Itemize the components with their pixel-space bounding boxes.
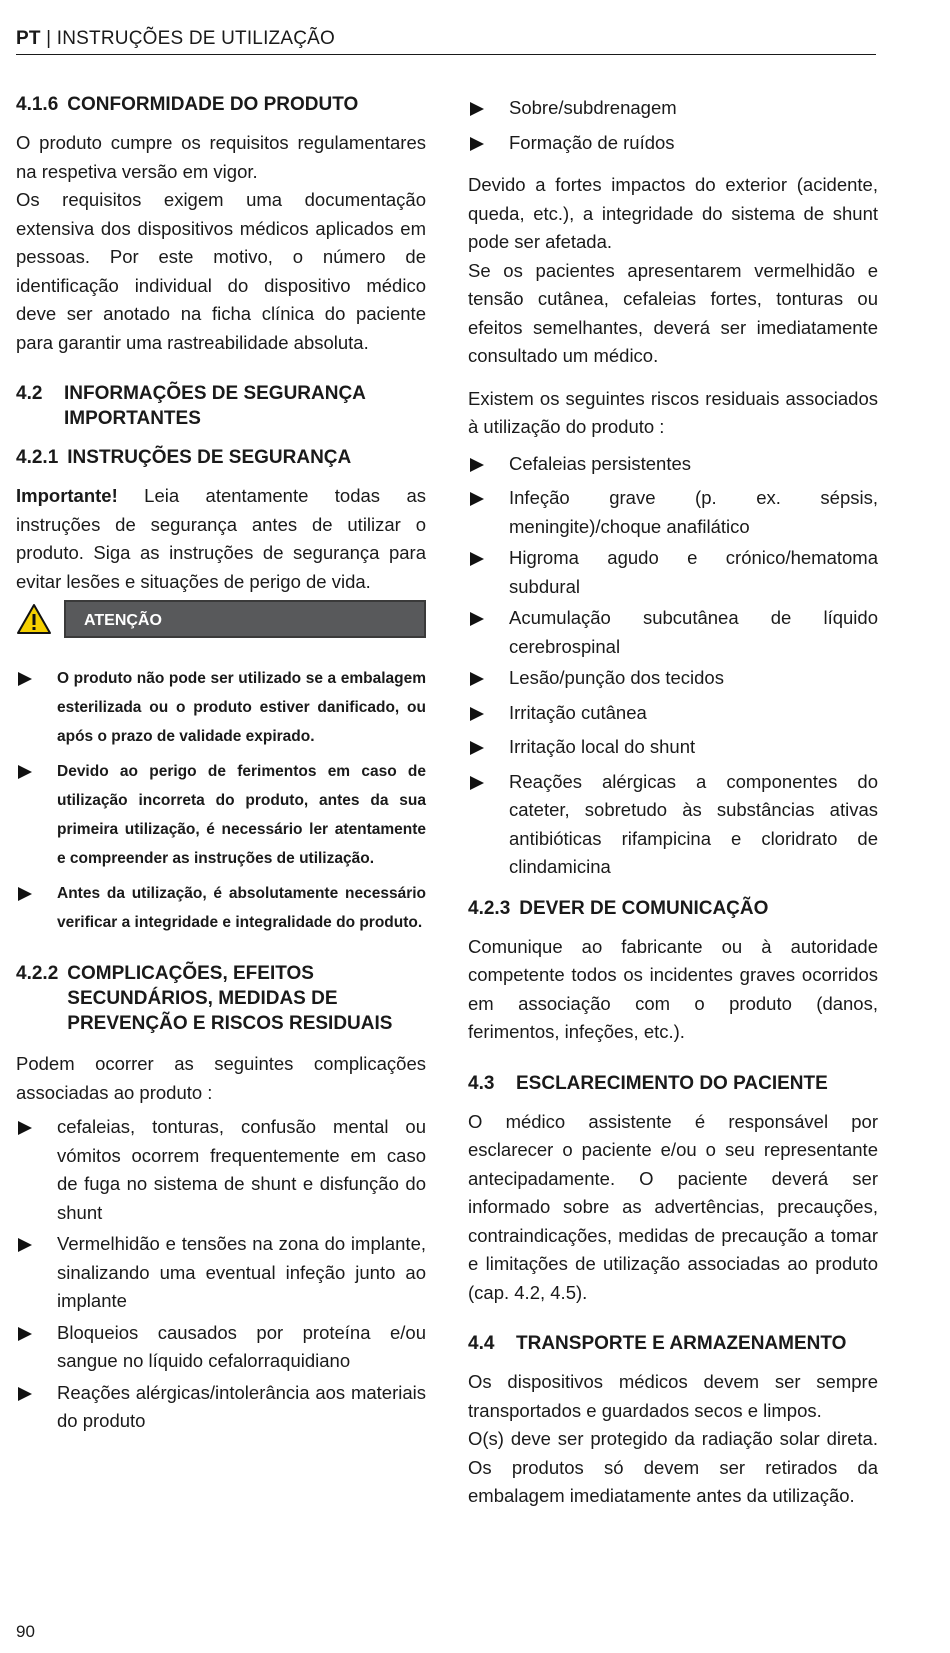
page-header: [16, 28, 876, 55]
list-item: Higroma agudo e crónico/hematoma subdural: [468, 544, 878, 601]
section-heading-4-2-2: 4.2.2 COMPLICAÇÕES, EFEITOS SECUNDÁRIOS, MEDIDAS DE PREVENÇÃO E RISCOS RESIDUAIS: [16, 963, 393, 1034]
residual-risks-list: [468, 450, 878, 882]
document-title: | INSTRUÇÕES DE UTILIZAÇÃO: [46, 28, 336, 49]
list-item: Irritação local do shunt: [468, 733, 878, 762]
paragraph: O médico assistente é responsável por esclarecer o paciente e/ou o seu representante antecipadamente. O paciente deverá ser informado sobre as advertências, precauções, contraindicações, medidas de precaução a tomar e limitações de utilização associadas ao produto (cap. 4.2, 4.5).: [468, 1110, 878, 1303]
list-item: Reações alérgicas a componentes do cateter, sobretudo às substâncias ativas antibióticas rifampicina e cloridrato de clindamicina: [468, 768, 878, 882]
right-column: [468, 94, 878, 1511]
paragraph: Importante! Leia atentamente todas as instruções de segurança antes de utilizar o produto. Siga as instruções de segurança para evitar lesões e situações de perigo de vida.: [16, 485, 426, 592]
warning-list: [16, 664, 426, 937]
complications-list: [16, 1113, 426, 1436]
paragraph: Se os pacientes apresentarem vermelhidão e tensão cutânea, cefaleias fortes, tonturas ou efeitos semelhantes, deverá ser imediatamente consultado um médico.: [468, 259, 878, 366]
paragraph: Podem ocorrer as seguintes complicações associadas ao produto :: [16, 1053, 426, 1103]
list-item: Bloqueios causados por proteína e/ou sangue no líquido cefalorraquidiano: [16, 1319, 426, 1376]
section-heading-4-2-1: 4.2.1 INSTRUÇÕES DE SEGURANÇA: [16, 447, 352, 468]
language-code: PT: [16, 28, 41, 49]
list-item: Antes da utilização, é absolutamente necessário verificar a integridade e integralidade do produto.: [16, 879, 426, 937]
paragraph: Os requisitos exigem uma documentação extensiva dos dispositivos médicos aplicados em pessoas. Por este motivo, o número de identificação individual do dispositivo médico deve ser anotado na ficha clínica do paciente para garantir uma rastreabilidade absoluta.: [16, 189, 426, 353]
section-heading-4-3: 4.3 ESCLARECIMENTO DO PACIENTE: [468, 1072, 828, 1094]
section-heading-4-2: 4.2 INFORMAÇÕES DE SEGURANÇA IMPORTANTES: [16, 383, 366, 429]
list-item: Formação de ruídos: [468, 129, 878, 158]
section-heading-4-4: 4.4 TRANSPORTE E ARMAZENAMENTO: [468, 1333, 847, 1354]
list-item: Sobre/subdrenagem: [468, 94, 878, 123]
paragraph: O produto cumpre os requisitos regulamentares na respetiva versão em vigor.: [16, 132, 426, 182]
paragraph: Existem os seguintes riscos residuais associados à utilização do produto :: [468, 387, 878, 437]
section-heading-4-2-3: 4.2.3 DEVER DE COMUNICAÇÃO: [468, 897, 769, 919]
section-heading-4-1-6: 4.1.6 CONFORMIDADE DO PRODUTO: [16, 94, 359, 115]
paragraph: Os dispositivos médicos devem ser sempre transportados e guardados secos e limpos.: [468, 1371, 878, 1421]
list-item: Cefaleias persistentes: [468, 450, 878, 479]
paragraph: O(s) deve ser protegido da radiação solar direta. Os produtos só devem ser retirados da embalagem imediatamente antes da utilização.: [468, 1428, 878, 1506]
list-item: cefaleias, tonturas, confusão mental ou vómitos ocorrem frequentemente em caso de fuga no sistema de shunt e disfunção do shunt: [16, 1113, 426, 1227]
list-item: Devido ao perigo de ferimentos em caso de utilização incorreta do produto, antes da sua primeira utilização, é necessário ler atentamente e compreender as instruções de utilização.: [16, 757, 426, 873]
page-number: 90: [16, 1622, 35, 1641]
warning-triangle-icon: [16, 603, 52, 635]
complications-list-continued: [468, 94, 878, 157]
list-item: Irritação cutânea: [468, 699, 878, 728]
list-item: Reações alérgicas/intolerância aos materiais do produto: [16, 1379, 426, 1436]
paragraph: Comunique ao fabricante ou à autoridade competente todos os incidentes graves ocorridos em associação com o produto (danos, ferimentos, infeções, etc.).: [468, 935, 878, 1042]
warning-banner: [16, 598, 426, 640]
warning-label: ATENÇÃO: [64, 600, 426, 638]
list-item: Infeção grave (p. ex. sépsis, meningite)/choque anafilático: [468, 484, 878, 541]
left-column: [16, 92, 426, 1436]
list-item: Acumulação subcutânea de líquido cerebrospinal: [468, 604, 878, 661]
paragraph: Devido a fortes impactos do exterior (acidente, queda, etc.), a integridade do sistema de shunt pode ser afetada.: [468, 174, 878, 252]
list-item: O produto não pode ser utilizado se a embalagem esterilizada ou o produto estiver danificado, ou após o prazo de validade expirado.: [16, 664, 426, 751]
important-label: Importante!: [16, 485, 118, 506]
list-item: Vermelhidão e tensões na zona do implante, sinalizando uma eventual infeção junto ao implante: [16, 1230, 426, 1316]
list-item: Lesão/punção dos tecidos: [468, 664, 878, 693]
